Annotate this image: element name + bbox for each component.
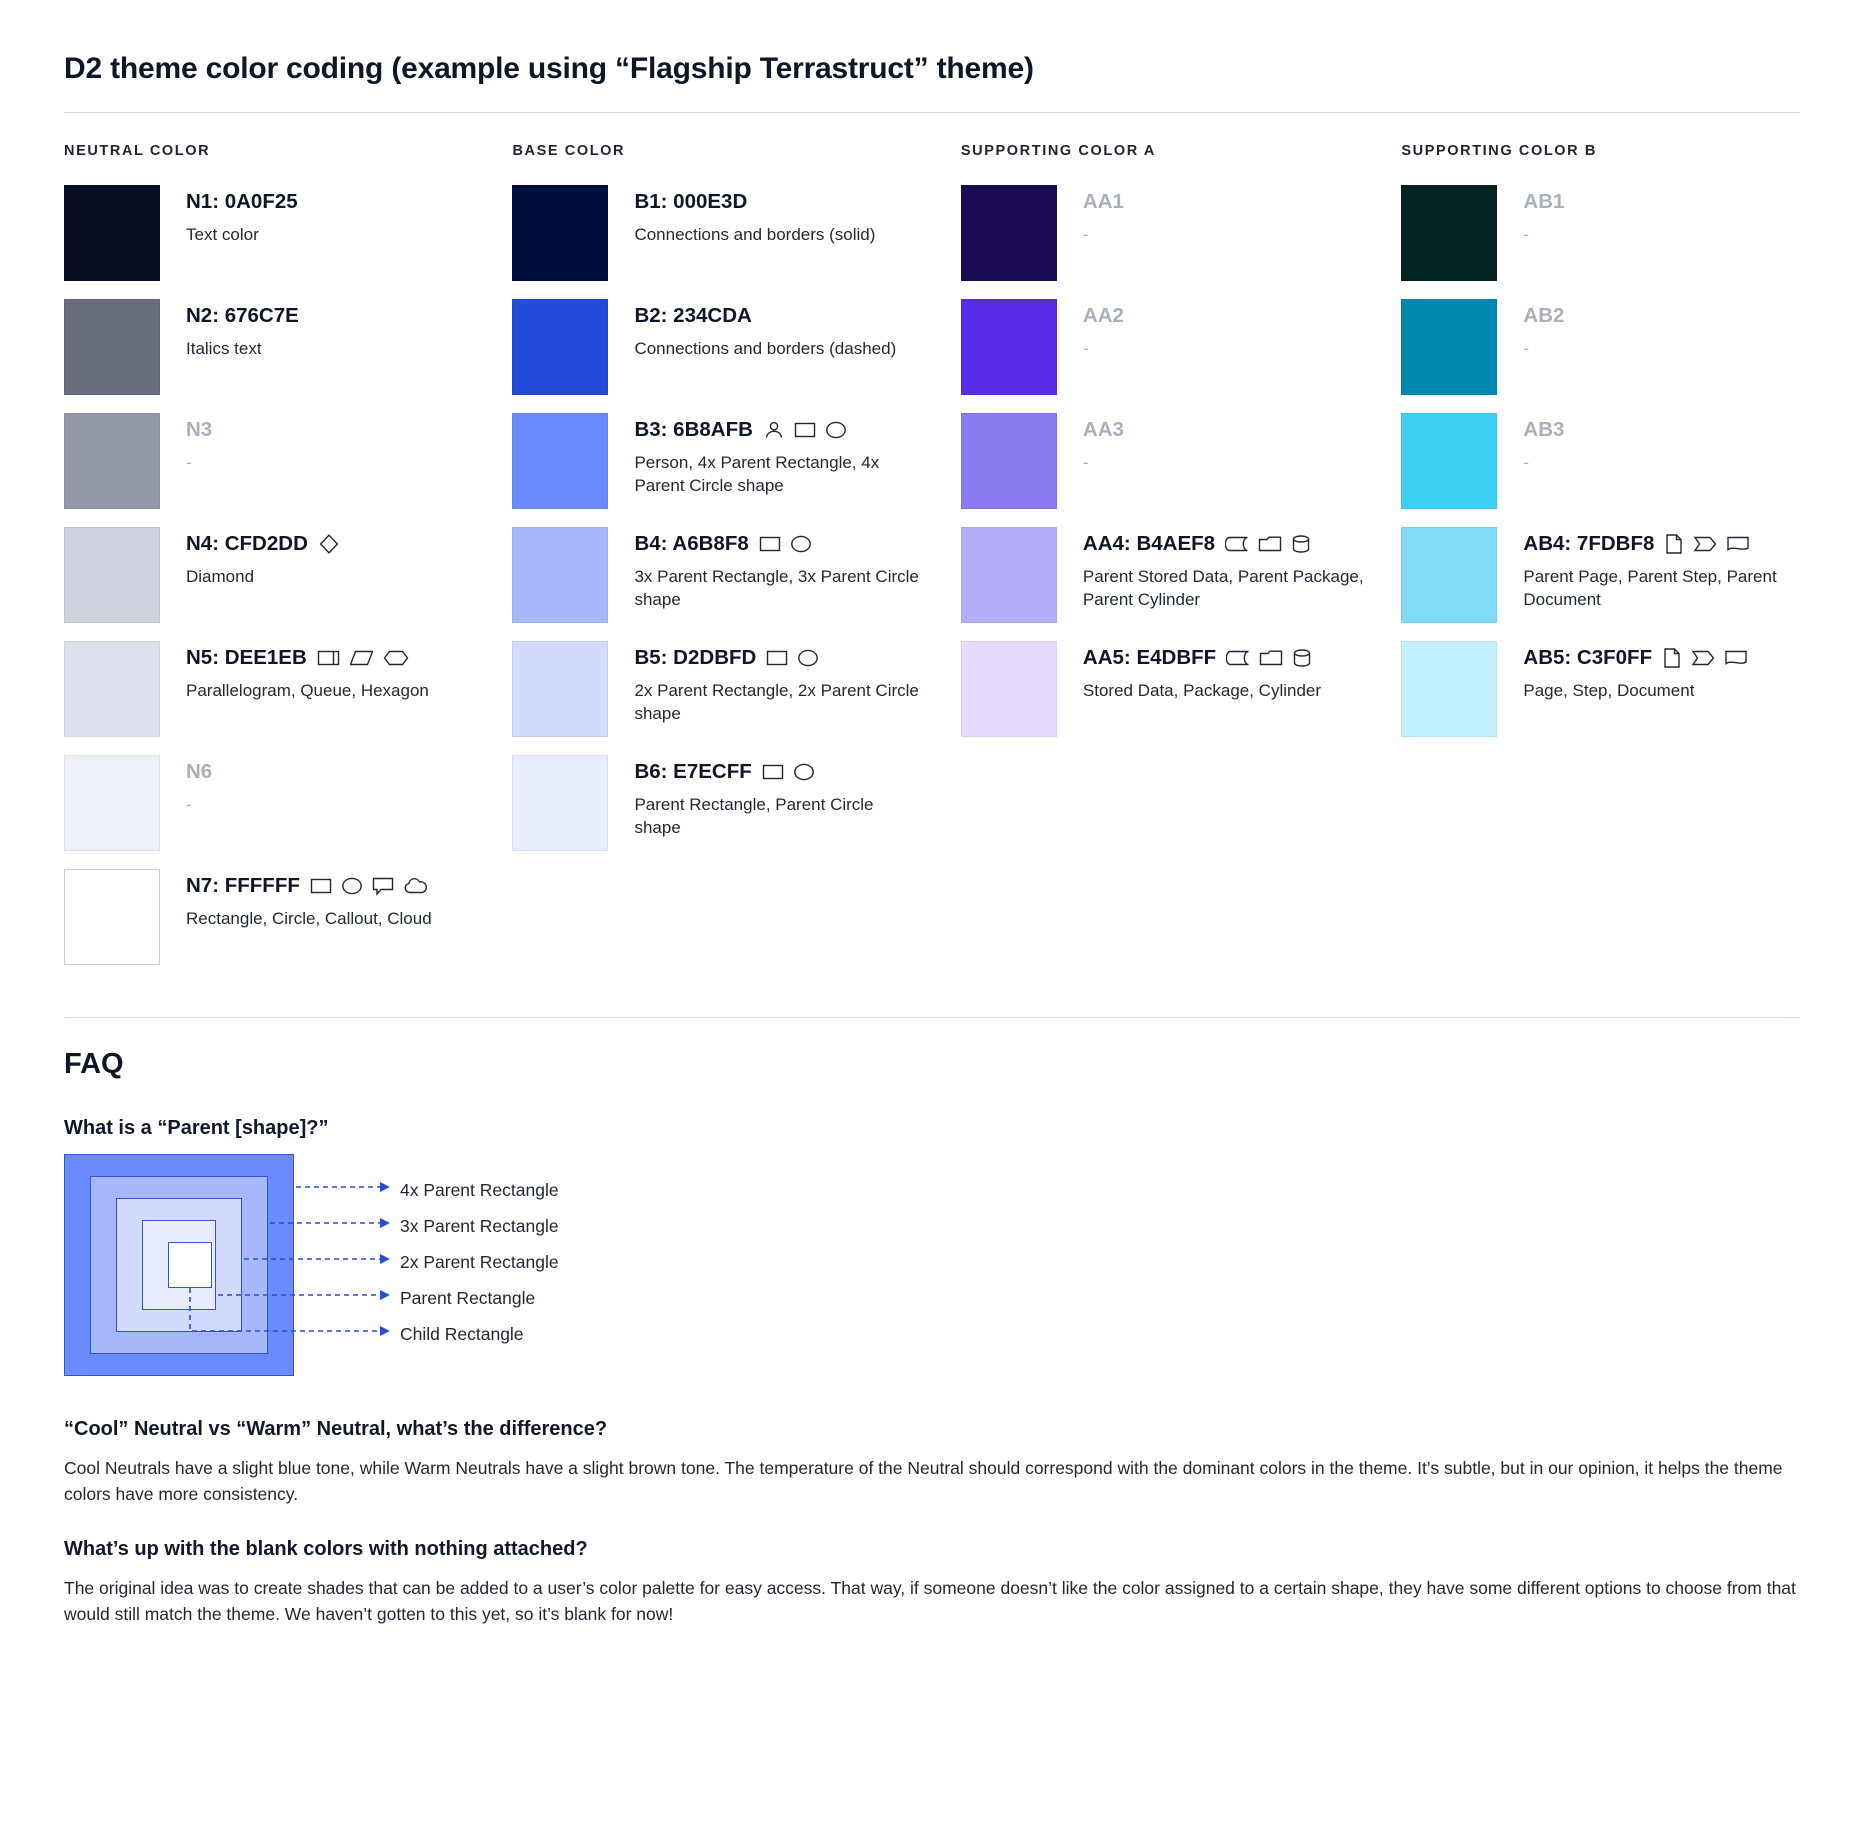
swatch-description: -: [1082, 224, 1089, 244]
color-swatch[interactable]: [64, 413, 160, 509]
swatch-info: [608, 413, 924, 497]
circle-icon: [793, 762, 815, 782]
swatch-info: [1057, 527, 1373, 611]
swatch-info: [608, 641, 924, 725]
document-icon: [1726, 534, 1750, 554]
swatch-description: Connections and borders (dashed): [634, 338, 897, 358]
swatch-title: [634, 418, 924, 442]
page-icon: [1662, 647, 1682, 669]
swatch-description: Italics text: [186, 338, 262, 358]
swatch-info: [608, 299, 896, 360]
color-column: [512, 143, 960, 983]
swatch-info: [608, 185, 875, 246]
swatch-name: AB3: [1523, 418, 1565, 441]
color-column: [64, 143, 512, 983]
swatch-title: [186, 874, 432, 898]
swatch-title: [1523, 190, 1564, 214]
swatch-row: [64, 413, 512, 509]
swatch-row: [64, 641, 512, 737]
swatch-title: [186, 190, 298, 214]
color-swatch[interactable]: [512, 641, 608, 737]
column-heading: BASE COLOR: [512, 143, 626, 159]
swatch-title: [1083, 304, 1124, 328]
swatch-title: [1083, 532, 1373, 556]
swatch-name: B5: D2DBFD: [634, 646, 757, 669]
swatch-description: Parent Stored Data, Parent Package, Parent Cylinder: [1082, 566, 1364, 610]
shape-icon-group: [317, 648, 409, 668]
swatch-name: AA4: B4AEF8: [1082, 532, 1216, 555]
swatch-info: [160, 755, 212, 816]
swatch-info: [1497, 185, 1564, 246]
color-swatch[interactable]: [64, 185, 160, 281]
swatch-name: B4: A6B8F8: [634, 532, 749, 555]
nest-level-0: [168, 1242, 212, 1288]
swatch-title: [1523, 418, 1564, 442]
shape-icon-group: [766, 648, 819, 668]
color-column: [1401, 143, 1800, 983]
swatch-info: [1057, 185, 1124, 246]
swatch-description: Person, 4x Parent Rectangle, 4x Parent Circle shape: [634, 452, 880, 496]
swatch-row: [512, 641, 960, 737]
swatch-name: N7: FFFFFF: [186, 874, 300, 897]
color-swatch[interactable]: [512, 185, 608, 281]
faq-divider: [64, 1017, 1800, 1018]
faq-question-3: What’s up with the blank colors with nothing attached?: [64, 1537, 588, 1560]
shape-icon-group: [1662, 647, 1748, 669]
swatch-row: [1401, 299, 1800, 395]
swatch-info: [608, 755, 924, 839]
rectangle-icon: [759, 534, 781, 554]
shape-icon-group: [1664, 533, 1750, 555]
swatch-title: [1523, 304, 1564, 328]
swatch-name: N6: [186, 760, 213, 783]
shape-icon-group: [762, 762, 815, 782]
column-heading: NEUTRAL COLOR: [64, 143, 211, 159]
swatch-row: [512, 299, 960, 395]
swatch-info: [160, 185, 298, 246]
page-icon: [1664, 533, 1684, 555]
rectangle-icon: [762, 762, 784, 782]
swatch-title: [634, 190, 875, 214]
color-swatch[interactable]: [64, 755, 160, 851]
document-icon: [1724, 648, 1748, 668]
package-icon: [1258, 534, 1282, 554]
swatch-name: B2: 234CDA: [634, 304, 752, 327]
color-swatch[interactable]: [961, 185, 1057, 281]
cylinder-icon: [1291, 534, 1311, 554]
faq-heading: FAQ: [64, 1048, 124, 1080]
color-swatch[interactable]: [64, 527, 160, 623]
swatch-name: AA5: E4DBFF: [1082, 646, 1217, 669]
swatch-title: [186, 760, 212, 784]
swatch-info: [1057, 413, 1124, 474]
swatch-name: N2: 676C7E: [186, 304, 299, 327]
color-swatch[interactable]: [1401, 641, 1497, 737]
swatch-row: [1401, 185, 1800, 281]
swatch-name: AA3: [1082, 418, 1124, 441]
swatch-name: AB1: [1523, 190, 1565, 213]
hexagon-icon: [383, 648, 409, 668]
swatch-row: [1401, 641, 1800, 737]
nest-label-2x: 2x Parent Rectangle: [400, 1252, 559, 1272]
swatch-info: [608, 527, 924, 611]
circle-icon: [797, 648, 819, 668]
swatch-description: -: [186, 794, 192, 814]
queue-icon: [317, 648, 341, 668]
swatch-info: [1057, 299, 1124, 360]
color-swatch[interactable]: [961, 413, 1057, 509]
rectangle-icon: [310, 876, 332, 896]
swatch-name: AA1: [1082, 190, 1124, 213]
swatch-description: Connections and borders (solid): [634, 224, 876, 244]
rectangle-icon: [766, 648, 788, 668]
swatch-name: B1: 000E3D: [634, 190, 748, 213]
nest-label-4x: 4x Parent Rectangle: [400, 1180, 559, 1200]
callout-icon: [372, 876, 394, 896]
swatch-description: -: [1523, 338, 1530, 358]
faq-answer-3: The original idea was to create shades that can be added to a user’s color palette for easy access. That way, if someone doesn’t like the color assigned to a certain shape, they have some different options to choose from that would still match the theme. We haven’t gotten to this yet, so it’s blank for now!: [64, 1577, 1796, 1624]
swatch-row: [1401, 413, 1800, 509]
color-swatch[interactable]: [1401, 413, 1497, 509]
swatch-info: [1497, 299, 1564, 360]
swatch-name: N1: 0A0F25: [186, 190, 298, 213]
swatch-title: [1083, 418, 1124, 442]
color-swatch[interactable]: [512, 413, 608, 509]
swatch-title: [634, 646, 924, 670]
swatch-title: [1083, 646, 1321, 670]
swatch-name: N3: [186, 418, 213, 441]
circle-icon: [341, 876, 363, 896]
swatch-description: -: [1082, 338, 1089, 358]
color-columns: [64, 143, 1800, 983]
diamond-icon: [318, 533, 340, 555]
swatch-description: Text color: [186, 224, 259, 244]
swatch-info: [160, 527, 340, 588]
swatch-info: [1497, 527, 1800, 611]
swatch-name: B6: E7ECFF: [634, 760, 752, 783]
swatch-description: -: [186, 452, 192, 472]
swatch-name: AB5: C3F0FF: [1523, 646, 1653, 669]
person-icon: [763, 420, 785, 440]
swatch-name: B3: 6B8AFB: [634, 418, 753, 441]
cylinder-icon: [1292, 648, 1312, 668]
column-heading: SUPPORTING COLOR A: [960, 143, 1156, 159]
faq-question-2: “Cool” Neutral vs “Warm” Neutral, what’s the difference?: [64, 1418, 608, 1440]
swatch-info: [160, 869, 432, 930]
shape-icon-group: [759, 534, 812, 554]
swatch-info: [1057, 641, 1321, 702]
swatch-title: [186, 304, 299, 328]
swatch-row: [961, 413, 1401, 509]
swatch-description: Stored Data, Package, Cylinder: [1082, 680, 1322, 700]
stored-data-icon: [1226, 648, 1250, 668]
shape-icon-group: [763, 420, 847, 440]
swatch-info: [1497, 641, 1748, 702]
color-swatch[interactable]: [1401, 185, 1497, 281]
nest-label-3x: 3x Parent Rectangle: [400, 1216, 559, 1236]
step-icon: [1691, 648, 1715, 668]
swatch-description: 3x Parent Rectangle, 3x Parent Circle shape: [634, 566, 919, 610]
swatch-title: [634, 532, 924, 556]
swatch-description: Page, Step, Document: [1523, 680, 1695, 700]
title-divider: [64, 112, 1800, 113]
swatch-name: AB4: 7FDBF8: [1523, 532, 1655, 555]
color-swatch[interactable]: [1401, 527, 1497, 623]
shape-icon-group: [310, 876, 429, 896]
swatch-row: [512, 755, 960, 851]
swatch-description: 2x Parent Rectangle, 2x Parent Circle shape: [634, 680, 919, 724]
stored-data-icon: [1225, 534, 1249, 554]
swatch-info: [160, 413, 212, 474]
swatch-title: [186, 532, 340, 556]
swatch-description: -: [1082, 452, 1089, 472]
swatch-info: [1497, 413, 1564, 474]
swatch-title: [634, 760, 924, 784]
swatch-title: [634, 304, 896, 328]
package-icon: [1259, 648, 1283, 668]
color-swatch[interactable]: [512, 755, 608, 851]
shape-icon-group: [1225, 534, 1311, 554]
faq-question-1: What is a “Parent [shape]?”: [64, 1117, 329, 1139]
swatch-title: [1083, 190, 1124, 214]
swatch-row: [512, 527, 960, 623]
swatch-row: [961, 641, 1401, 737]
swatch-row: [512, 185, 960, 281]
swatch-row: [64, 299, 512, 395]
swatch-row: [64, 869, 512, 965]
swatch-row: [512, 413, 960, 509]
faq-answer-2: Cool Neutrals have a slight blue tone, while Warm Neutrals have a slight brown tone. The temperature of the Neutral should correspond with the dominant colors in the theme. It’s subtle, but in our opinion, it helps the theme colors have more consistency.: [64, 1458, 1783, 1505]
swatch-info: [160, 641, 429, 702]
swatch-description: Parent Rectangle, Parent Circle shape: [634, 794, 874, 838]
page-title: D2 theme color coding (example using “Flagship Terrastruct” theme): [64, 52, 1034, 85]
color-column: [961, 143, 1401, 983]
color-swatch[interactable]: [961, 299, 1057, 395]
swatch-description: Diamond: [186, 566, 255, 586]
color-swatch[interactable]: [961, 527, 1057, 623]
swatch-description: Parallelogram, Queue, Hexagon: [186, 680, 429, 700]
swatch-description: -: [1523, 224, 1530, 244]
swatch-row: [64, 527, 512, 623]
swatch-title: [1523, 646, 1748, 670]
shape-icon-group: [1226, 648, 1312, 668]
swatch-title: [186, 418, 212, 442]
swatch-description: Rectangle, Circle, Callout, Cloud: [186, 908, 432, 928]
rectangle-icon: [794, 420, 816, 440]
circle-icon: [825, 420, 847, 440]
color-swatch[interactable]: [512, 527, 608, 623]
nest-label-child: Child Rectangle: [400, 1324, 524, 1344]
parent-shape-diagram: [64, 1154, 624, 1384]
swatch-title: [186, 646, 429, 670]
nest-label-parent: Parent Rectangle: [400, 1288, 536, 1308]
swatch-description: Parent Page, Parent Step, Parent Document: [1523, 566, 1777, 610]
swatch-name: AA2: [1082, 304, 1124, 327]
parallelogram-icon: [350, 648, 374, 668]
swatch-name: N5: DEE1EB: [186, 646, 307, 669]
shape-icon-group: [318, 533, 340, 555]
step-icon: [1693, 534, 1717, 554]
swatch-info: [160, 299, 299, 360]
color-swatch[interactable]: [64, 641, 160, 737]
swatch-row: [961, 299, 1401, 395]
swatch-row: [961, 527, 1401, 623]
color-swatch[interactable]: [64, 299, 160, 395]
swatch-row: [1401, 527, 1800, 623]
color-swatch[interactable]: [961, 641, 1057, 737]
swatch-title: [1523, 532, 1800, 556]
swatch-row: [64, 755, 512, 851]
swatch-name: N4: CFD2DD: [186, 532, 308, 555]
color-swatch[interactable]: [1401, 299, 1497, 395]
column-heading: SUPPORTING COLOR B: [1401, 143, 1597, 159]
swatch-description: -: [1523, 452, 1530, 472]
color-swatch[interactable]: [512, 299, 608, 395]
color-swatch[interactable]: [64, 869, 160, 965]
circle-icon: [790, 534, 812, 554]
swatch-name: AB2: [1523, 304, 1565, 327]
cloud-icon: [403, 876, 429, 896]
swatch-row: [64, 185, 512, 281]
swatch-row: [961, 185, 1401, 281]
